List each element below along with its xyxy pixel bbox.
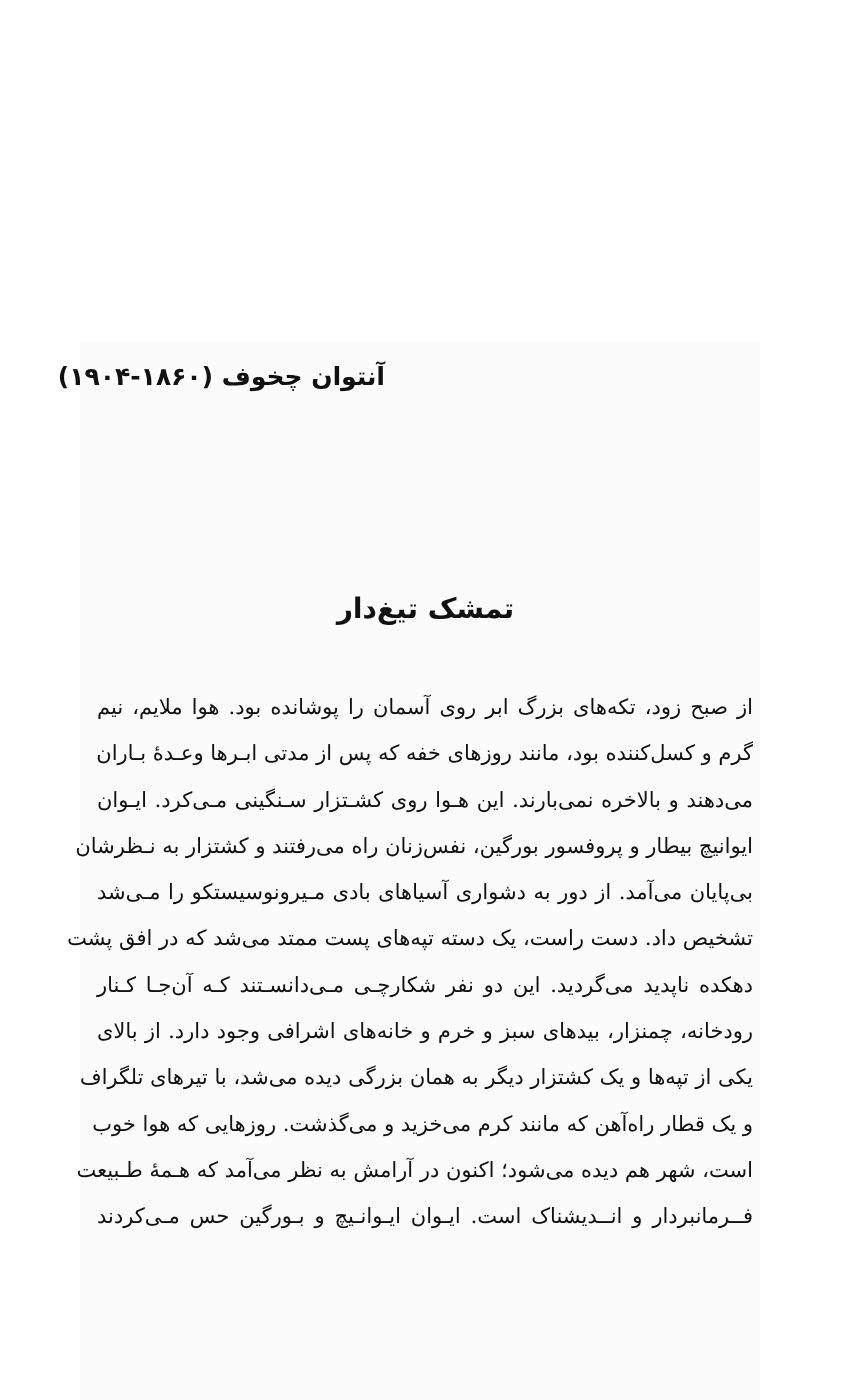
- body-line: گرم و کسل‌کننده بود، مانند روزهای خفه که پس از مدتی ابـرها وعـدهٔ بـاران: [96, 741, 753, 766]
- body-line: می‌دهند و بالاخره نمی‌بارند. این هـوا روی کشـتزار سـنگینی مـی‌کرد. ایـوان: [97, 787, 753, 812]
- body-line: دهکده ناپدید می‌گردید. این دو نفر شکارچـی مـی‌دانسـتند کـه آن‌جـا کـنار: [97, 972, 753, 997]
- body-line: و یک قطار راه‌آهن که مانند کرم می‌خزید و می‌گذشت. روزهایی که هوا خوب: [92, 1111, 753, 1136]
- body-line: یکی از تپه‌ها و یک کشتزار دیگر به همان بزرگی دیده می‌شد، با تیرهای تلگراف: [79, 1065, 753, 1090]
- story-title: تمشک تیغ‌دار: [336, 592, 515, 625]
- body-line: فــرمانبردار و انــدیشناک است. ایـوان ایـوانـیچ و بـورگین حس مـی‌کردند: [97, 1204, 753, 1229]
- author-heading: آنتوان چخوف (۱۸۶۰-۱۹۰۴): [57, 362, 385, 391]
- body-line: ایوانیچ بیطار و پروفسور بورگین، نفس‌زنان راه می‌رفتند و کشتزار به نـظرشان: [75, 833, 753, 858]
- body-line: از صبح زود، تکه‌های بزرگ ابر روی آسمان را پوشانده بود. هوا ملایم، نیم: [97, 695, 753, 719]
- story-body: [67, 684, 753, 1240]
- body-line: تشخیص داد. دست راست، یک دسته تپه‌های پست ممتد می‌شد که در افق پشت: [67, 926, 753, 951]
- body-line: بی‌پایان می‌آمد. از دور به دشواری آسیاهای بادی مـیرونوسیستکو را مـی‌شد: [97, 880, 753, 905]
- body-line: است، شهر هم دیده می‌شود؛ اکنون در آرامش به نظر می‌آمد که هـمهٔ طـبیعت: [76, 1157, 753, 1182]
- body-line: رودخانه، چمنزار، بیدهای سبز و خرم و خانه‌های اشرافی وجود دارد. از بالای: [97, 1019, 753, 1044]
